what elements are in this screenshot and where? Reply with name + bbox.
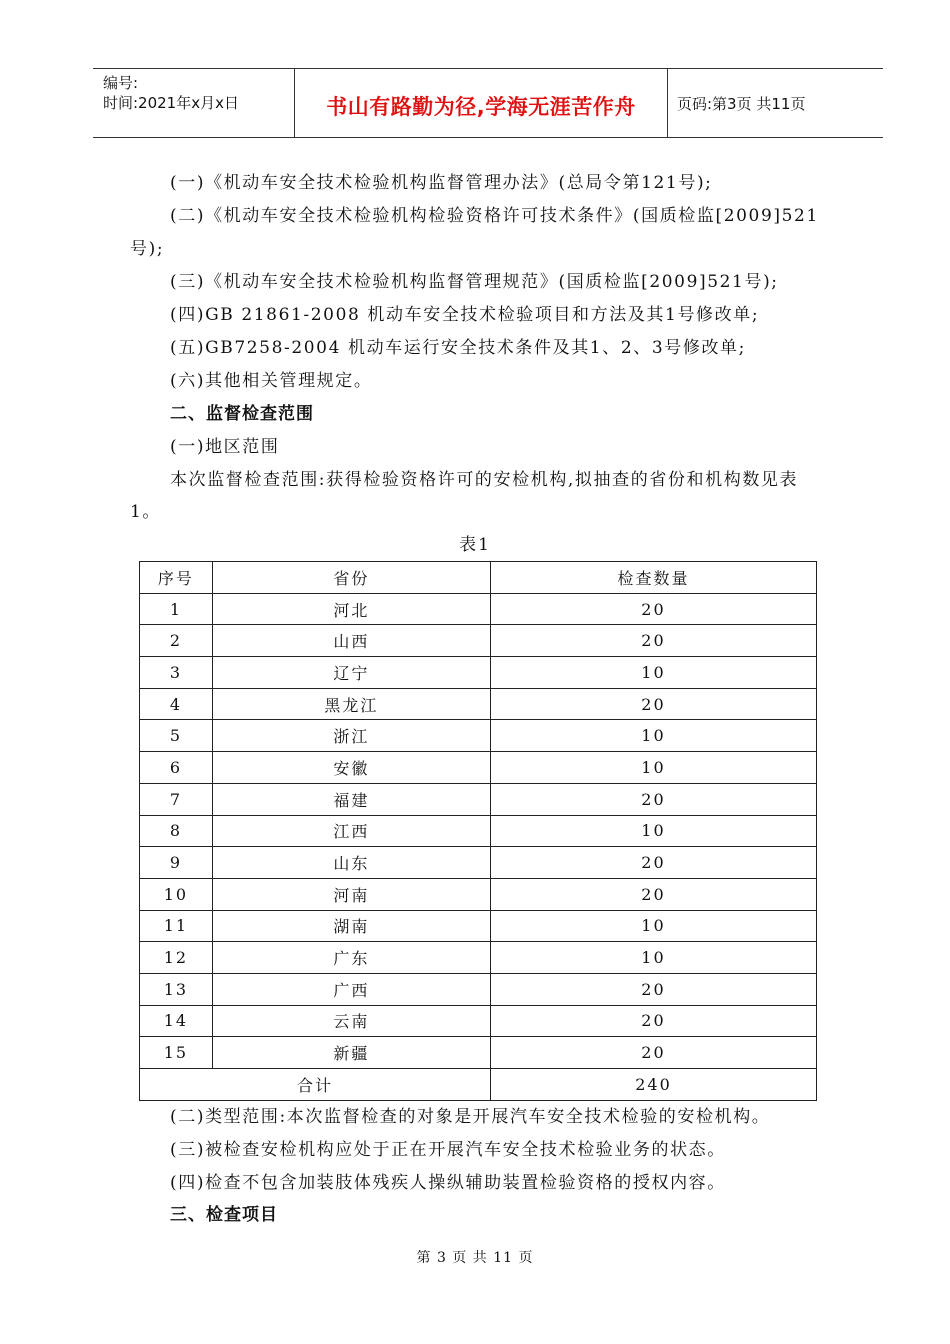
paragraph-exclusion: (四)检查不包含加装肢体残疾人操纵辅助装置检验资格的授权内容。 (170, 1173, 726, 1193)
province-cell: 黑龙江 (212, 688, 490, 720)
table-header-row (140, 562, 817, 594)
section-heading-3: 三、检查项目 (170, 1205, 278, 1225)
count-cell: 10 (490, 815, 816, 847)
table-row (140, 973, 817, 1005)
row-index-cell: 10 (140, 878, 213, 910)
table-row (140, 910, 817, 942)
table-row (140, 1005, 817, 1037)
row-index-cell: 11 (140, 910, 213, 942)
table-caption: 表1 (459, 535, 491, 555)
paragraph-scope: 本次监督检查范围:获得检验资格许可的安检机构,拟抽查的省份和机构数见表 (170, 470, 799, 490)
section-heading-2: 二、监督检查范围 (170, 404, 314, 424)
province-cell: 河南 (212, 878, 490, 910)
row-index-cell: 13 (140, 973, 213, 1005)
header-number-label: 编号: (103, 74, 139, 92)
paragraph-status: (三)被检查安检机构应处于正在开展汽车安全技术检验业务的状态。 (170, 1140, 726, 1160)
column-header: 序号 (140, 562, 213, 594)
total-label: 合计 (140, 1069, 491, 1101)
count-cell: 20 (490, 1005, 816, 1037)
table-row (140, 783, 817, 815)
table-body (140, 593, 817, 1068)
paragraph-ref-3: (三)《机动车安全技术检验机构监督管理规范》(国质检监[2009]521号); (170, 272, 779, 292)
page-header (93, 68, 883, 138)
header-divider (667, 69, 668, 137)
row-index-cell: 14 (140, 1005, 213, 1037)
table-row (140, 942, 817, 974)
province-cell: 浙江 (212, 720, 490, 752)
table-row (140, 847, 817, 879)
row-index-cell: 8 (140, 815, 213, 847)
paragraph-type-scope: (二)类型范围:本次监督检查的对象是开展汽车安全技术检验的安检机构。 (170, 1107, 771, 1127)
row-index-cell: 3 (140, 657, 213, 689)
paragraph-ref-2: (二)《机动车安全技术检验机构检验资格许可技术条件》(国质检监[2009]521 (170, 206, 819, 226)
count-cell: 10 (490, 657, 816, 689)
count-cell: 10 (490, 720, 816, 752)
province-cell: 新疆 (212, 1037, 490, 1069)
column-header: 检查数量 (490, 562, 816, 594)
table-row (140, 657, 817, 689)
paragraph-ref-2-cont: 号); (130, 239, 165, 259)
paragraph-ref-4: (四)GB 21861-2008 机动车安全技术检验项目和方法及其1号修改单; (170, 305, 760, 325)
table-row (140, 878, 817, 910)
table-row (140, 752, 817, 784)
row-index-cell: 7 (140, 783, 213, 815)
total-value: 240 (490, 1069, 816, 1101)
table-row (140, 593, 817, 625)
row-index-cell: 4 (140, 688, 213, 720)
table-row (140, 720, 817, 752)
province-table (139, 561, 817, 1101)
count-cell: 10 (490, 752, 816, 784)
count-cell: 20 (490, 973, 816, 1005)
header-motto: 书山有路勤为径,学海无涯苦作舟 (326, 95, 636, 119)
province-cell: 辽宁 (212, 657, 490, 689)
count-cell: 20 (490, 878, 816, 910)
count-cell: 20 (490, 1037, 816, 1069)
column-header: 省份 (212, 562, 490, 594)
paragraph-scope-cont: 1。 (130, 502, 162, 522)
table-row (140, 1037, 817, 1069)
row-index-cell: 6 (140, 752, 213, 784)
province-cell: 河北 (212, 593, 490, 625)
row-index-cell: 12 (140, 942, 213, 974)
count-cell: 20 (490, 593, 816, 625)
row-index-cell: 1 (140, 593, 213, 625)
table-row (140, 625, 817, 657)
province-cell: 安徽 (212, 752, 490, 784)
count-cell: 20 (490, 625, 816, 657)
paragraph-ref-6: (六)其他相关管理规定。 (170, 371, 373, 391)
table-row (140, 815, 817, 847)
paragraph-ref-5: (五)GB7258-2004 机动车运行安全技术条件及其1、2、3号修改单; (170, 338, 746, 358)
province-cell: 广西 (212, 973, 490, 1005)
row-index-cell: 5 (140, 720, 213, 752)
province-cell: 广东 (212, 942, 490, 974)
province-cell: 山东 (212, 847, 490, 879)
count-cell: 10 (490, 942, 816, 974)
header-page-label: 页码:第3页 共11页 (677, 95, 806, 113)
count-cell: 10 (490, 910, 816, 942)
row-index-cell: 9 (140, 847, 213, 879)
page-footer: 第 3 页 共 11 页 (416, 1250, 534, 1266)
province-cell: 湖南 (212, 910, 490, 942)
count-cell: 20 (490, 847, 816, 879)
header-time-label: 时间:2021年x月x日 (103, 94, 239, 112)
count-cell: 20 (490, 688, 816, 720)
paragraph-ref-1: (一)《机动车安全技术检验机构监督管理办法》(总局令第121号); (170, 173, 713, 193)
subheading-region: (一)地区范围 (170, 437, 280, 457)
row-index-cell: 2 (140, 625, 213, 657)
header-meta (103, 73, 239, 113)
table-total-row (140, 1069, 817, 1101)
province-cell: 云南 (212, 1005, 490, 1037)
table-row (140, 688, 817, 720)
province-cell: 山西 (212, 625, 490, 657)
province-cell: 福建 (212, 783, 490, 815)
province-cell: 江西 (212, 815, 490, 847)
count-cell: 20 (490, 783, 816, 815)
row-index-cell: 15 (140, 1037, 213, 1069)
